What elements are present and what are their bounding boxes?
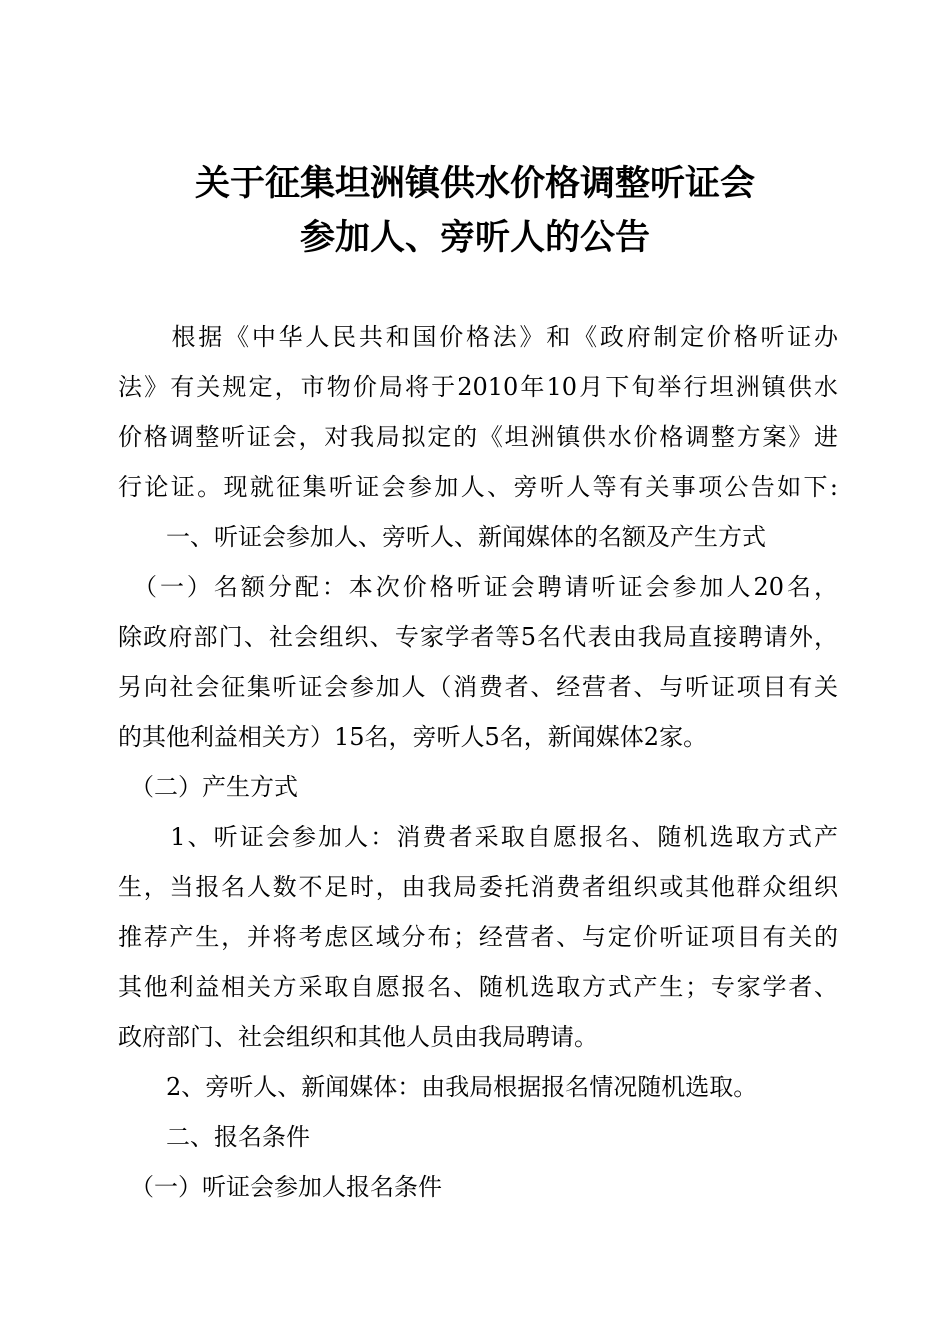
document-title-line-2: 参加人、旁听人的公告: [299, 218, 650, 258]
paragraph-line: 的其他利益相关方）15名，旁听人5名，新闻媒体2家。: [118, 723, 708, 751]
paragraph-line: （一）名额分配：本次价格听证会聘请听证会参加人20名，: [118, 573, 838, 601]
paragraph-line: 根据《中华人民共和国价格法》和《政府制定价格听证办: [118, 323, 838, 351]
paragraph-line: 其他利益相关方采取自愿报名、随机选取方式产生；专家学者、: [118, 973, 838, 1001]
paragraph-line: 另向社会征集听证会参加人（消费者、经营者、与听证项目有关: [118, 673, 838, 701]
paragraph-line: 价格调整听证会，对我局拟定的《坦洲镇供水价格调整方案》进: [118, 423, 838, 451]
paragraph-line: 推荐产生，并将考虑区域分布；经营者、与定价听证项目有关的: [118, 923, 838, 951]
paragraph-line: 除政府部门、社会组织、专家学者等5名代表由我局直接聘请外，: [118, 623, 838, 651]
paragraph-line: 法》有关规定，市物价局将于2010年10月下旬举行坦洲镇供水: [118, 373, 838, 401]
paragraph-line: 2、旁听人、新闻媒体：由我局根据报名情况随机选取。: [118, 1073, 758, 1101]
paragraph-line: 政府部门、社会组织和其他人员由我局聘请。: [118, 1023, 598, 1051]
paragraph-line: 1、听证会参加人：消费者采取自愿报名、随机选取方式产: [118, 823, 838, 851]
subsection-heading: （一）听证会参加人报名条件: [118, 1173, 442, 1201]
section-heading: 一、听证会参加人、旁听人、新闻媒体的名额及产生方式: [118, 523, 766, 551]
subsection-heading: （二）产生方式: [118, 773, 298, 801]
paragraph-line: 行论证。现就征集听证会参加人、旁听人等有关事项公告如下:: [118, 473, 838, 501]
section-heading: 二、报名条件: [118, 1123, 310, 1151]
document-title-line-1: 关于征集坦洲镇供水价格调整听证会: [194, 164, 755, 204]
paragraph-line: 生，当报名人数不足时，由我局委托消费者组织或其他群众组织: [118, 873, 838, 901]
